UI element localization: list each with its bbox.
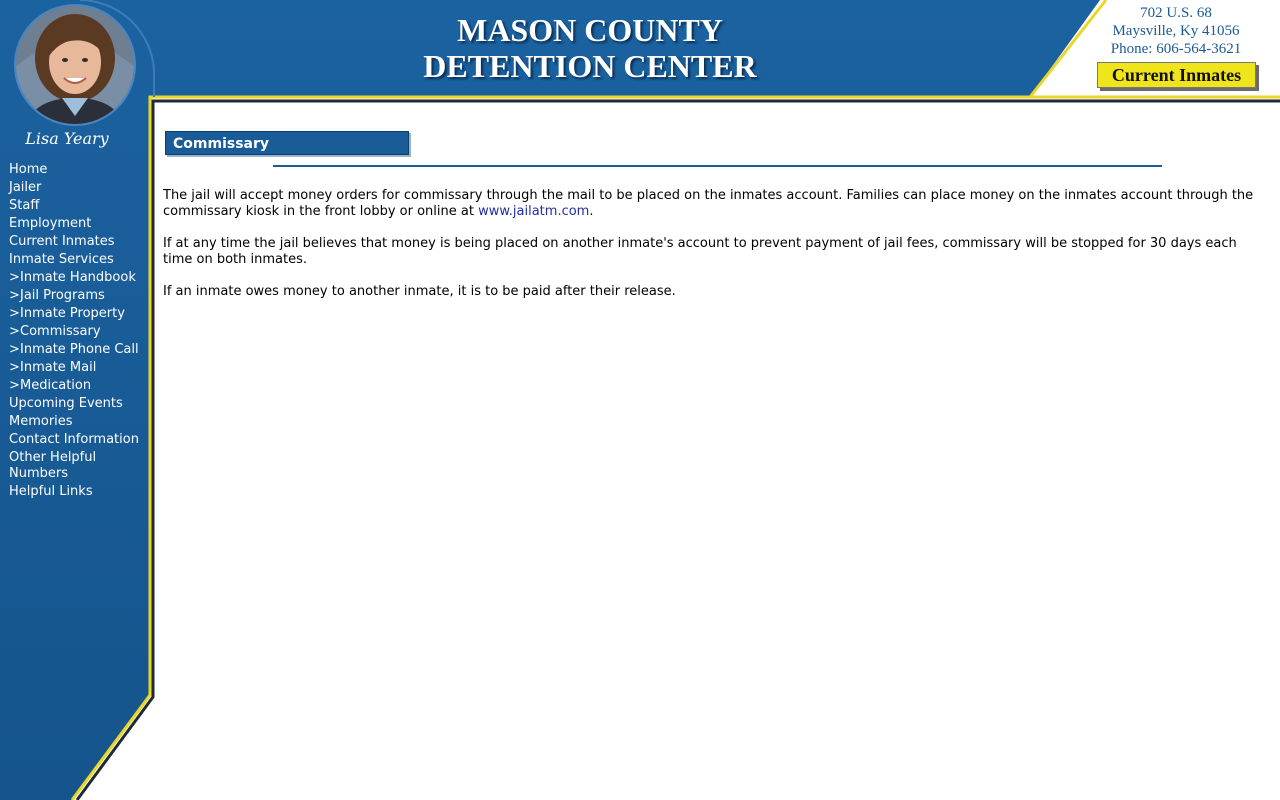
- paragraph-1-end: .: [589, 204, 594, 219]
- sidebar-item-home[interactable]: [9, 161, 149, 179]
- sidebar-item-upcoming-events[interactable]: [9, 395, 149, 413]
- jailatm-link[interactable]: www.jailatm.com: [478, 204, 590, 219]
- sidebar-item-label: Inmate Handbook: [20, 270, 136, 285]
- sidebar-item-inmate-handbook[interactable]: [9, 269, 149, 287]
- sidebar-item-commissary[interactable]: [9, 323, 149, 341]
- sidebar-item-label: Memories: [9, 414, 73, 429]
- sidebar-item-staff[interactable]: [9, 197, 149, 215]
- sidebar-item-label: Medication: [20, 378, 92, 393]
- portrait-image: [16, 6, 134, 124]
- sidebar-item-helpful-links[interactable]: [9, 483, 149, 501]
- sidebar-item-other-helpful-numbers[interactable]: [9, 449, 119, 483]
- main-content: [163, 188, 1263, 316]
- sidebar-item-current-inmates[interactable]: [9, 233, 149, 251]
- sidebar-item-inmate-phone-call[interactable]: [9, 341, 149, 359]
- sidebar-item-label: Inmate Mail: [20, 360, 97, 375]
- chevron-right-icon: >: [9, 360, 20, 375]
- address-block: [1100, 4, 1252, 58]
- section-title: Commissary: [165, 131, 409, 155]
- paragraph-1-text: The jail will accept money orders for commissary through the mail to be placed on the inmates account. Families can place money on the inmates account through the commissary kiosk in the front lobby or online at: [163, 188, 1254, 219]
- sidebar-item-inmate-property[interactable]: [9, 305, 149, 323]
- sidebar-item-label: Home: [9, 162, 48, 177]
- sidebar-item-label: Inmate Services: [9, 252, 114, 267]
- chevron-right-icon: >: [9, 306, 20, 321]
- chevron-right-icon: >: [9, 270, 20, 285]
- paragraph-1: [163, 188, 1263, 220]
- sidebar-item-inmate-mail[interactable]: [9, 359, 149, 377]
- address-street: 702 U.S. 68: [1140, 5, 1212, 21]
- paragraph-3: If an inmate owes money to another inmate, it is to be paid after their release.: [163, 284, 676, 299]
- jailer-name-signature: Lisa Yeary: [25, 129, 109, 148]
- sidebar-item-label: Commissary: [20, 324, 101, 339]
- sidebar-item-label: Inmate Phone Call: [20, 342, 139, 357]
- sidebar-item-label: Other Helpful Numbers: [9, 450, 97, 481]
- jailer-portrait: [14, 4, 136, 126]
- sidebar-item-employment[interactable]: [9, 215, 149, 233]
- chevron-right-icon: >: [9, 342, 20, 357]
- sidebar-item-label: Current Inmates: [9, 234, 115, 249]
- chevron-right-icon: >: [9, 324, 20, 339]
- sidebar-item-medication[interactable]: [9, 377, 149, 395]
- sidebar-item-label: Staff: [9, 198, 40, 213]
- current-inmates-button[interactable]: Current Inmates: [1097, 62, 1256, 88]
- sidebar-item-label: Helpful Links: [9, 484, 93, 499]
- paragraph-2: If at any time the jail believes that money is being placed on another inmate's account to prevent payment of jail fees, commissary will be stopped for 30 days each time on both inmates.: [163, 236, 1237, 267]
- sidebar-item-jail-programs[interactable]: [9, 287, 149, 305]
- chevron-right-icon: >: [9, 288, 20, 303]
- yellow-trim: [72, 0, 1106, 800]
- sidebar-item-contact-information[interactable]: [9, 431, 149, 449]
- site-title: [380, 12, 800, 84]
- site-title-line1: MASON COUNTY: [457, 12, 723, 48]
- sidebar-item-label: Contact Information: [9, 432, 139, 447]
- sidebar-item-label: Jailer: [9, 180, 42, 195]
- sidebar-item-label: Upcoming Events: [9, 396, 123, 411]
- sidebar-item-label: Inmate Property: [20, 306, 125, 321]
- section-divider: [273, 165, 1162, 167]
- sidebar-item-inmate-services[interactable]: [9, 251, 149, 269]
- address-phone: Phone: 606-564-3621: [1110, 41, 1242, 57]
- sidebar-nav: [9, 161, 149, 501]
- sidebar-item-label: Employment: [9, 216, 92, 231]
- site-title-line2: DETENTION CENTER: [423, 48, 757, 84]
- address-city: Maysville, Ky 41056: [1112, 23, 1240, 39]
- chevron-right-icon: >: [9, 378, 20, 393]
- sidebar-item-jailer[interactable]: [9, 179, 149, 197]
- sidebar-item-memories[interactable]: [9, 413, 149, 431]
- sidebar-item-label: Jail Programs: [20, 288, 105, 303]
